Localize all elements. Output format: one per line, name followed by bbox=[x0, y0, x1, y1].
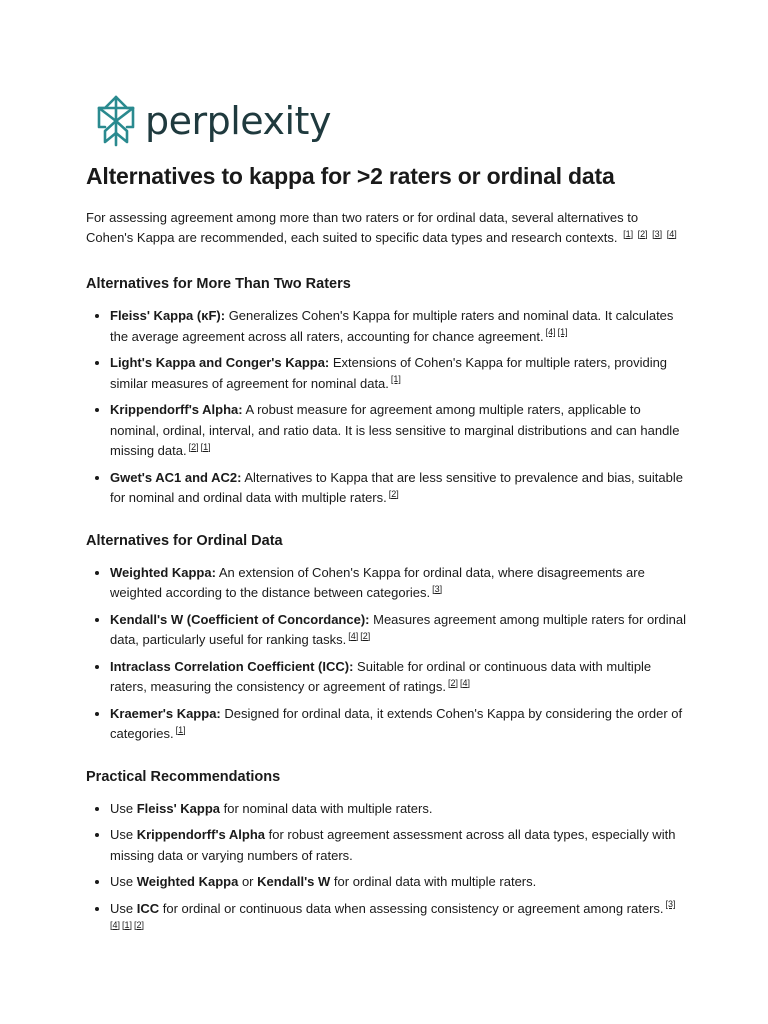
citation-link[interactable]: [2] bbox=[637, 228, 648, 239]
citation-link[interactable]: [2] bbox=[134, 919, 145, 930]
item-citations bbox=[448, 678, 472, 688]
item-text: Alternatives to Kappa that are less sensitive to prevalence and bias, suitable for nominal and ordinal data with multiple raters. bbox=[110, 469, 683, 505]
item-text: Use bbox=[110, 900, 137, 916]
citation-link[interactable]: [3] bbox=[665, 899, 676, 910]
item-term: Krippendorff's Alpha: bbox=[110, 402, 243, 417]
item-citations bbox=[348, 631, 372, 641]
item-term: ICC bbox=[136, 900, 160, 916]
citation-link[interactable]: [1] bbox=[557, 327, 568, 338]
citation-link[interactable]: [1] bbox=[200, 441, 211, 452]
section-list bbox=[86, 306, 686, 509]
item-text: An extension of Cohen's Kappa for ordinal data, where disagreements are weighted according to the distance between categories. bbox=[110, 564, 645, 600]
item-text: Use bbox=[110, 800, 137, 816]
citation-link[interactable]: [2] bbox=[360, 630, 371, 641]
list-item bbox=[110, 899, 686, 940]
item-term: Weighted Kappa: bbox=[110, 564, 216, 580]
item-citations bbox=[389, 489, 401, 499]
item-term: Kraemer's Kappa: bbox=[110, 705, 221, 721]
section-heading: Practical Recommendations bbox=[86, 768, 281, 785]
item-text: for ordinal or continuous data when assessing consistency or agreement among raters. bbox=[159, 900, 664, 916]
item-text: Designed for ordinal data, it extends Cohen's Kappa by considering the order of categories. bbox=[110, 705, 683, 741]
item-term: Fleiss' Kappa bbox=[136, 800, 221, 816]
item-citations bbox=[176, 725, 188, 735]
list-item bbox=[110, 563, 686, 604]
item-citations bbox=[189, 442, 213, 452]
item-text: Extensions of Cohen's Kappa for multiple raters, providing similar measures of agreement for nominal data. bbox=[110, 355, 668, 391]
citation-link[interactable]: [1] bbox=[122, 919, 133, 930]
item-text: Generalizes Cohen's Kappa for multiple raters and nominal data. It calculates the average agreement across all raters, accounting for chance agreement. bbox=[110, 308, 674, 344]
citation-link[interactable]: [4] bbox=[110, 919, 121, 930]
citation-link[interactable]: [4] bbox=[460, 677, 471, 688]
item-term: Krippendorff's Alpha bbox=[136, 827, 266, 842]
citation-link[interactable]: [2] bbox=[188, 441, 199, 452]
item-term: Kendall's W (Coefficient of Concordance): bbox=[110, 611, 370, 627]
list-item bbox=[110, 306, 686, 347]
item-term: Fleiss' Kappa (κF): bbox=[110, 308, 226, 323]
item-text: Measures agreement among multiple raters for ordinal data, particularly useful for ranking tasks. bbox=[110, 611, 686, 647]
section-list bbox=[86, 799, 686, 940]
item-citations bbox=[546, 327, 570, 337]
section-heading: Alternatives for More Than Two Raters bbox=[86, 276, 351, 292]
item-text: or bbox=[238, 874, 258, 889]
citation-link[interactable]: [3] bbox=[432, 583, 443, 594]
citation-link[interactable]: [4] bbox=[666, 228, 677, 239]
citation-link[interactable]: [3] bbox=[652, 228, 663, 239]
perplexity-logo[interactable] bbox=[95, 94, 331, 148]
item-term: Gwet's AC1 and AC2: bbox=[110, 469, 242, 485]
page-title: Alternatives to kappa for >2 raters or ordinal data bbox=[86, 163, 615, 189]
item-citations bbox=[432, 584, 444, 594]
sections-container bbox=[86, 274, 686, 940]
intro-citations bbox=[623, 229, 679, 239]
item-citations bbox=[391, 374, 403, 384]
citation-link[interactable]: [4] bbox=[545, 327, 556, 338]
section-heading: Alternatives for Ordinal Data bbox=[86, 532, 283, 549]
list-item bbox=[110, 400, 686, 462]
item-text: Suitable for ordinal or continuous data with multiple raters, measuring the consistency or agreement of ratings. bbox=[110, 658, 652, 694]
item-text: for robust agreement assessment across all data types, especially with missing data or varying numbers of raters. bbox=[110, 827, 676, 863]
list-item bbox=[110, 468, 686, 509]
list-item bbox=[110, 825, 686, 866]
citation-link[interactable]: [1] bbox=[175, 724, 186, 735]
intro-text: For assessing agreement among more than two raters or for ordinal data, several alternatives to Cohen's Kappa are recommended, each suited to specific data types and research contexts. bbox=[86, 210, 639, 245]
citation-link[interactable]: [1] bbox=[623, 228, 634, 239]
item-text: A robust measure for agreement among multiple raters, applicable to nominal, ordinal, interval, and ratio data. It is less sensitive to marginal distributions and can handle missing data. bbox=[110, 402, 680, 458]
citation-link[interactable]: [2] bbox=[448, 677, 459, 688]
item-term: Intraclass Correlation Coefficient (ICC): bbox=[110, 658, 354, 674]
item-term: Kendall's W bbox=[257, 874, 331, 889]
brand-name: perplexity bbox=[145, 99, 331, 143]
list-item bbox=[110, 610, 686, 651]
list-item bbox=[110, 353, 686, 394]
section-list bbox=[86, 563, 686, 745]
citation-link[interactable]: [1] bbox=[390, 374, 401, 385]
item-term: Weighted Kappa bbox=[136, 874, 239, 889]
item-text: for nominal data with multiple raters. bbox=[220, 800, 433, 816]
list-item bbox=[110, 799, 686, 820]
item-text: for ordinal data with multiple raters. bbox=[330, 874, 537, 889]
citation-link[interactable]: [2] bbox=[388, 488, 399, 499]
list-item bbox=[110, 657, 686, 698]
list-item bbox=[110, 872, 686, 893]
intro-paragraph bbox=[86, 208, 686, 248]
citation-link[interactable]: [4] bbox=[348, 630, 359, 641]
item-text: Use bbox=[110, 827, 137, 842]
list-item bbox=[110, 704, 686, 745]
perplexity-logo-icon bbox=[95, 95, 137, 147]
answer-content bbox=[86, 160, 686, 962]
item-text: Use bbox=[110, 874, 137, 889]
item-term: Light's Kappa and Conger's Kappa: bbox=[110, 355, 330, 370]
